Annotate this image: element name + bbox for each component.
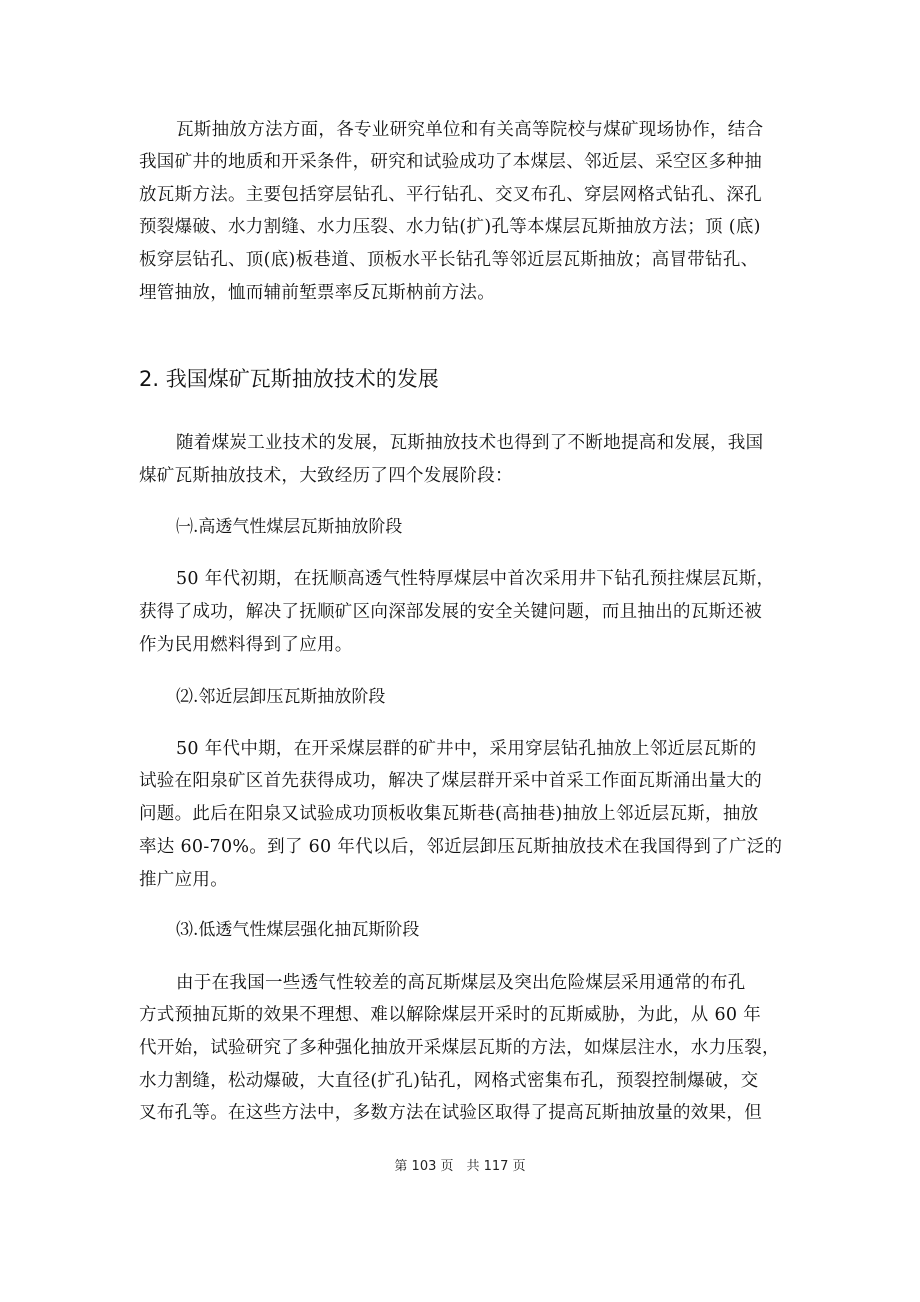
- section-heading: 2. 我国煤矿瓦斯抽放技术的发展: [139, 367, 439, 391]
- paragraph-line: 板穿层钻孔、顶(底)板巷道、顶板水平长钻孔等邻近层瓦斯抽放；高冒带钻孔、: [139, 250, 759, 270]
- paragraph-line: 煤矿瓦斯抽放技术，大致经历了四个发展阶段：: [139, 466, 513, 486]
- paragraph-line: 我国矿井的地质和开采条件，研究和试验成功了本煤层、邻近层、采空区多种抽: [139, 152, 762, 172]
- paragraph-line: 获得了成功，解决了抚顺矿区向深部发展的安全关键问题，而且抽出的瓦斯还被: [139, 602, 762, 622]
- stage-title: ⑵.邻近层卸压瓦斯抽放阶段: [176, 687, 386, 707]
- paragraph-line: 作为民用燃料得到了应用。: [139, 635, 353, 655]
- paragraph-line: 方式预抽瓦斯的效果不理想、难以解除煤层开采时的瓦斯威胁，为此，从 60 年: [139, 1005, 761, 1025]
- stage-title: ㈠.高透气性煤层瓦斯抽放阶段: [176, 517, 403, 537]
- paragraph-line: 预裂爆破、水力割缝、水力压裂、水力钻(扩)孔等本煤层瓦斯抽放方法；顶 (底): [139, 217, 761, 237]
- stage-title: ⑶.低透气性煤层强化抽瓦斯阶段: [176, 920, 420, 940]
- paragraph-line: 试验在阳泉矿区首先获得成功，解决了煤层群开采中首采工作面瓦斯涌出量大的: [139, 771, 762, 791]
- paragraph-line: 50 年代初期，在抚顺高透气性特厚煤层中首次采用井下钻孔预拄煤层瓦斯，: [176, 569, 775, 589]
- paragraph-line: 问题。此后在阳泉又试验成功顶板收集瓦斯巷(高抽巷)抽放上邻近层瓦斯，抽放: [139, 804, 759, 824]
- paragraph-line: 随着煤炭工业技术的发展，瓦斯抽放技术也得到了不断地提高和发展，我国: [176, 433, 764, 453]
- paragraph-line: 50 年代中期，在开采煤层群的矿井中，采用穿层钻孔抽放上邻近层瓦斯的: [176, 739, 757, 759]
- paragraph-line: 瓦斯抽放方法方面，各专业研究单位和有关高等院校与煤矿现场协作，结合: [176, 120, 764, 140]
- paragraph-line: 水力割缝，松动爆破，大直径(扩孔)钻孔，网格式密集布孔，预裂控制爆破，交: [139, 1071, 759, 1091]
- paragraph-line: 由于在我国一些透气性较差的高瓦斯煤层及突出危险煤层采用通常的布孔: [176, 973, 746, 993]
- paragraph-line: 代开始，试验研究了多种强化抽放开采煤层瓦斯的方法，如煤层注水，水力压裂，: [139, 1038, 780, 1058]
- paragraph-line: 放瓦斯方法。主要包括穿层钻孔、平行钻孔、交叉布孔、穿层网格式钻孔、深孔: [139, 185, 762, 205]
- paragraph-line: 埋管抽放，恤而辅前堑票率反瓦斯枘前方法。: [139, 283, 495, 303]
- paragraph-line: 叉布孔等。在这些方法中，多数方法在试验区取得了提高瓦斯抽放量的效果，但: [139, 1103, 762, 1123]
- paragraph-line: 率达 60-70%。到了 60 年代以后，邻近层卸压瓦斯抽放技术在我国得到了广泛的: [139, 837, 783, 857]
- page-footer: 第 103 页 共 117 页: [394, 1159, 526, 1174]
- paragraph-line: 推广应用。: [139, 870, 228, 890]
